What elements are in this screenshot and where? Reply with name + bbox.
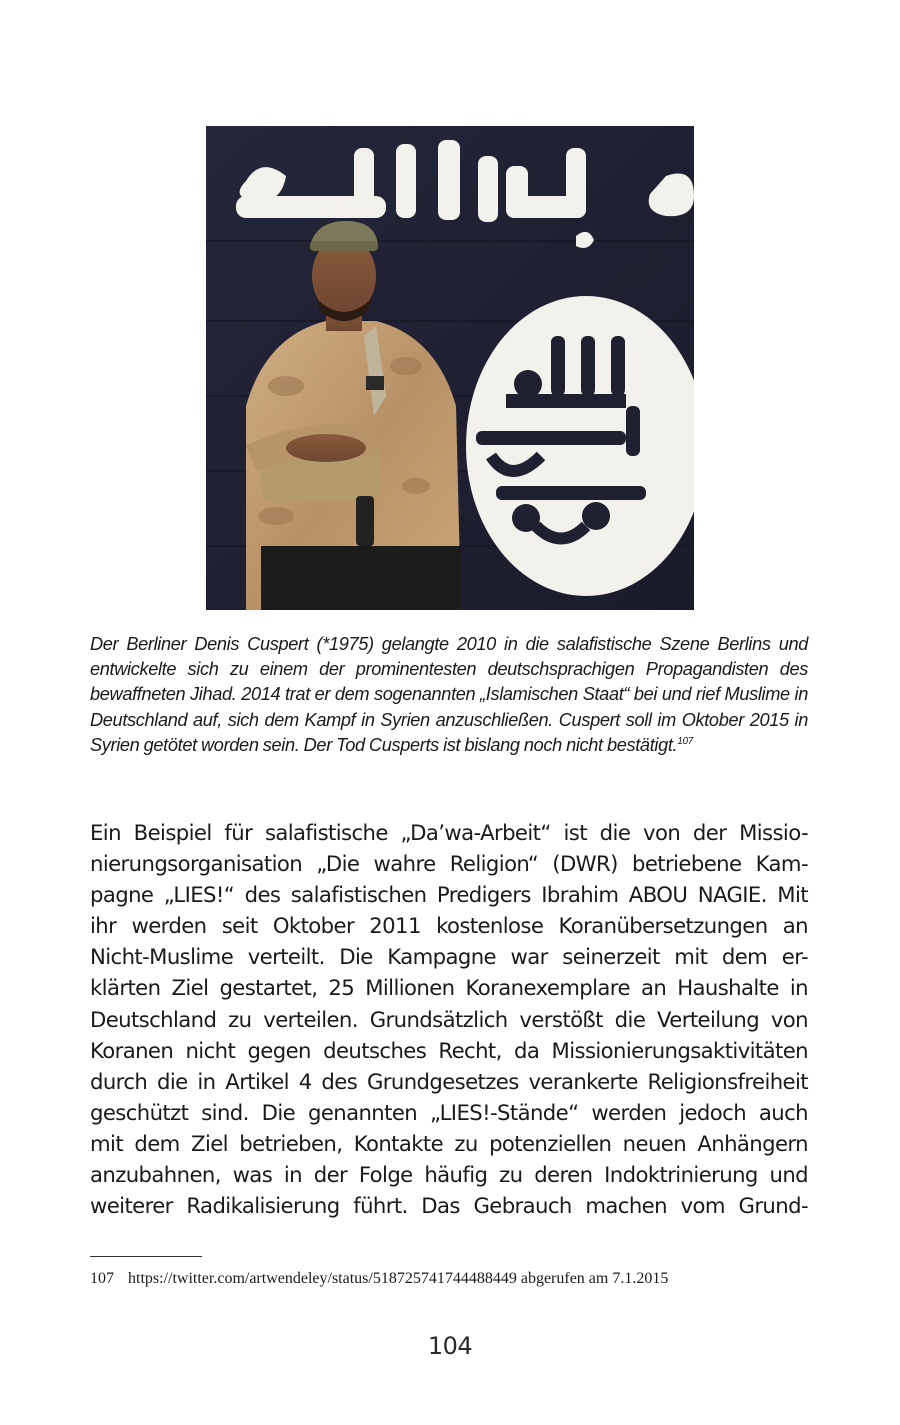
body-line: Deutschland zu verteilen. Grundsätzlich verstößt die Verteilung von [90,1006,808,1032]
photo [206,126,694,610]
caption-text: Der Berliner Denis Cuspert (*1975) gelangte 2010 in die salafistische Szene Berlins und entwickelte sich zu einem der prominentesten deutschsprachigen Propagandisten des bewaffneten Jihad. 2014 trat er dem sogenannten „Islamischen Staat“ bei und rief Muslime in Deutschland auf, sich dem Kampf in Syrien anzuschließen. Cuspert soll im Oktober 2015 in Syrien getötet worden sein. Der Tod Cusperts ist bislang noch nicht bestätigt. [90,634,808,755]
body-line: Ein Beispiel für salafistische „Da’wa-Arbeit“ ist die von der Missio- [90,820,808,845]
footnote [90,1270,668,1288]
caption-footnote-ref: 107 [677,735,693,747]
body-line: durch die in Artikel 4 des Grundgesetzes verankerte Religionsfreiheit [90,1068,808,1094]
body-line: geschützt sind. Die genannten „LIES!-Stände“ werden jedoch auch [90,1099,808,1125]
body-line: nierungsorganisation „Die wahre Religion“ (DWR) betriebene Kam- [90,851,808,877]
page-number: 104 [427,1332,473,1360]
body-line: ihr werden seit Oktober 2011 kostenlose Koranübersetzungen an [90,913,808,939]
photo-man-before-flag-icon [206,126,694,610]
footnote-link[interactable]: https://twitter.com/artwendeley/status/518725741744488449 abgerufen am 7.1.2015 [128,1270,669,1287]
body-line: weiterer Radikalisierung führt. Das Gebrauch machen vom Grund- [90,1193,808,1219]
body-paragraph [90,817,808,1221]
body-line: anzubahnen, was in der Folge häufig zu deren Indoktrinierung und [90,1162,808,1188]
body-line: Koranen nicht gegen deutsches Recht, da Missionierungsaktivitäten [90,1037,808,1063]
footnote-number: 107 [90,1270,114,1287]
body-line: pagne „LIES!“ des salafistischen Predigers Ibrahim ABOU NAGIE. Mit [90,882,808,908]
photo-caption [90,632,808,758]
body-line: klärten Ziel gestartet, 25 Millionen Koranexemplare an Haushalte in [90,975,808,1001]
footnote-divider [90,1256,202,1257]
body-line: mit dem Ziel betrieben, Kontakte zu potenziellen neuen Anhängern [90,1130,808,1156]
body-line: Nicht-Muslime verteilt. Die Kampagne war seinerzeit mit dem er- [90,944,808,970]
